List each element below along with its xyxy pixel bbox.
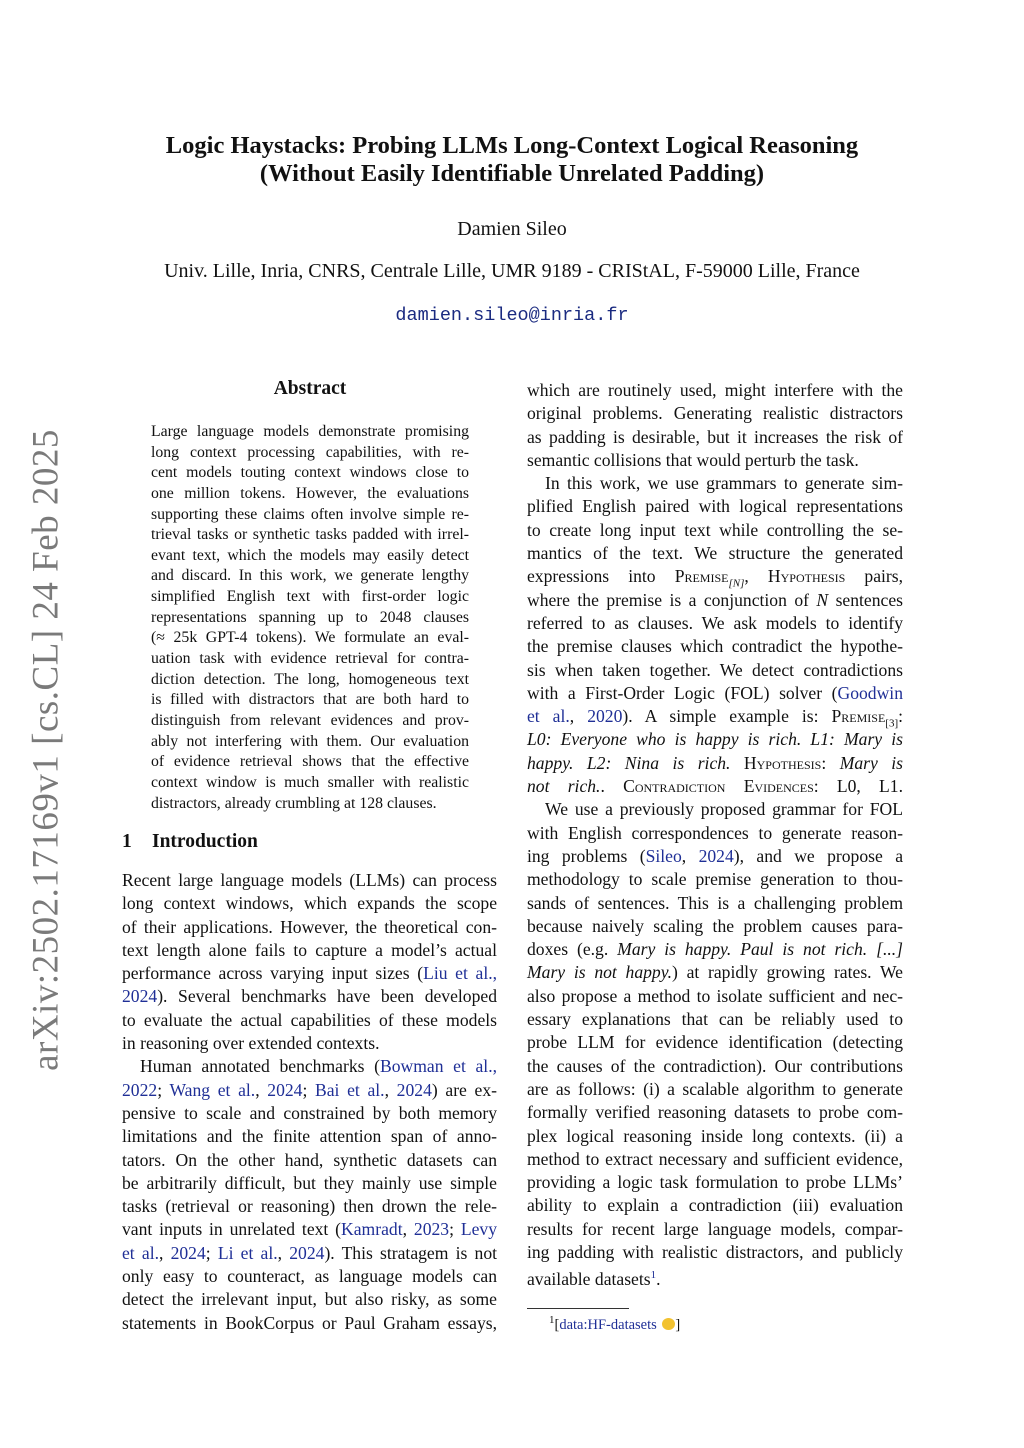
text: available datasets [527,1269,651,1290]
paper-title [112,132,912,188]
abstract-heading: Abstract [273,378,347,399]
hypothesis-term: Hypothesis [767,566,846,587]
body-line [122,1079,497,1102]
affiliation: Univ. Lille, Inria, CNRS, Centrale Lille, UMR 9189 - CRIStAL, F-59000 Lille, France [164,260,860,282]
body-line [122,985,497,1008]
text: vant inputs in unrelated text ( [122,1219,342,1240]
body-line [527,961,903,984]
body-line [527,589,903,612]
section-heading [122,831,258,853]
body-line: are as follows: (i) a scalable algorithm to generate [527,1078,903,1099]
example-text: happy. L2: Nina is rich. [527,752,731,773]
text: , [569,706,588,727]
text: , [402,1219,414,1240]
body-line: providing a logic task formulation to probe LLMs’ [527,1172,903,1193]
abstract-line: representations spanning up to 2048 clauses [151,608,469,626]
abstract-line: simplified English text with first-order logic [151,588,469,606]
body-line: sands of sentences. This is a challenging problem [527,892,903,913]
abstract-line: supporting these claims often involve simple re- [151,505,469,523]
section-number: 1 [122,831,132,852]
author-email[interactable]: damien.sileo@inria.fr [395,305,629,326]
body-line: limitations and the finite attention span of anno- [122,1126,497,1147]
body-line [527,1264,903,1290]
section-title: Introduction [152,831,258,852]
abstract-line: distinguish from relevant evidences and prov- [151,711,469,729]
body-line [527,728,903,751]
body-line: In this work, we use grammars to generate sim- [545,473,903,494]
body-line: ability to explain a contradiction (iii) evaluation [527,1195,903,1216]
abstract-line: (≈ 25k GPT-4 tokens). We formulate an eval- [151,629,469,647]
body-line: referred to as clauses. We ask models to identify [527,612,903,633]
text: ing problems ( [527,845,646,866]
body-line: statements in BookCorpus or Paul Graham essays, [122,1312,497,1333]
footnote-divider [527,1308,629,1309]
text: , [681,845,699,866]
text: ; [205,1242,218,1263]
abstract-body [151,422,469,814]
text: . [656,1269,661,1290]
body-line: plex logical reasoning inside long contexts. (ii) a [527,1125,903,1146]
example-text: Mary is happy. Paul is not rich. [...] [617,939,903,960]
text: ). A simple example is: [622,706,832,727]
text: : L0, L1. [813,776,904,797]
text: Human annotated benchmarks ( [140,1056,380,1077]
text: . [600,776,624,797]
body-line: also propose a method to isolate sufficient and nec- [527,985,903,1006]
author-name: Damien Sileo [457,218,567,240]
footnote [549,1314,680,1334]
title-line: Logic Haystacks: Probing LLMs Long-Context Logical Reasoning [165,132,859,159]
hypothesis-term: Hypothesis [730,752,822,773]
citation-link[interactable]: 2024 [289,1242,325,1263]
math-n: N [816,589,829,610]
body-line: of their applications. However, the theoretical con- [122,916,497,937]
abstract-line: long context processing capabilities, with re- [151,443,469,461]
intro-right-column [527,379,903,1288]
citation-link[interactable]: 2024 [267,1079,303,1100]
text: sentences [828,589,903,610]
citation-link[interactable]: Wang et al. [169,1079,256,1100]
text: ). Several benchmarks have been developed [157,986,497,1007]
body-line: methodology to scale premise generation to thou- [527,869,903,890]
citation-link[interactable]: 2024 [122,986,158,1007]
body-line: sis when taken together. We detect contradictions [527,659,903,680]
body-line: be arbitrarily difficult, but they mainly use simple [122,1172,497,1193]
text: pairs, [845,566,904,587]
example-text: not rich. [527,776,601,797]
body-line: in reasoning over extended contexts. [122,1033,380,1054]
body-line [122,1218,497,1241]
citation-link[interactable]: 2020 [587,706,623,727]
citation-link[interactable]: Goodwin [837,682,903,703]
premise-term: Premise [831,706,886,727]
text: , [255,1079,268,1100]
abstract-line: evant text, which the models may easily detect [151,546,469,564]
premise-subscript: [3] [885,717,899,730]
citation-link[interactable]: 2024 [698,845,734,866]
body-line: original problems. Generating realistic distractors [527,403,903,424]
body-line: results for recent large language models, compar- [527,1218,903,1239]
text: ) are ex- [431,1079,498,1100]
footnote-bracket: ] [675,1316,681,1333]
text: with a First-Order Logic (FOL) solver ( [527,682,838,703]
hf-datasets-link[interactable]: data:HF-datasets [559,1316,657,1333]
citation-link[interactable]: Bowman et al., [379,1056,497,1077]
body-line: formally verified reasoning datasets to probe com- [527,1102,903,1123]
body-line: tasks (retrieval or reasoning) then drown the rele- [122,1196,497,1217]
text: ; [302,1079,316,1100]
premise-subscript: [N] [728,577,745,590]
body-line: plified English paired with logical representations [527,496,903,517]
citation-link[interactable]: Bai et al. [315,1079,385,1100]
body-line: tators. On the other hand, synthetic datasets can [122,1149,497,1170]
text: ) at rapidly growing rates. We [671,962,903,983]
body-line [527,682,903,705]
body-line: with English correspondences to generate reason- [527,822,903,843]
body-line: to create long input text while controlling the se- [527,519,903,540]
body-line [527,775,903,798]
citation-link[interactable]: Li et al. [217,1242,278,1263]
body-line: pensive to scale and constrained by both memory [122,1102,497,1123]
example-text: L0: Everyone who is happy is rich. L1: Mary is [527,729,903,750]
text: doxes (e.g. [527,939,618,960]
body-line: long context windows, which expands the scope [122,893,497,914]
text: ; [157,1079,170,1100]
contradiction-term: Contradiction Evidences [623,776,814,797]
text: ; [449,1219,461,1240]
body-line [122,962,497,985]
body-line: probe LLM for evidence identification (detecting [527,1032,903,1053]
abstract-line: distractors, already crumbling at 128 clauses. [151,794,437,812]
hugging-face-icon [662,1318,675,1330]
abstract-line: one million tokens. However, the evaluations [151,484,469,502]
abstract-line: trieval tasks or synthetic tasks padded with irrel- [151,526,469,544]
example-text: Mary is [839,752,904,773]
body-line [527,565,903,588]
body-line: semantic collisions that would perturb the task. [527,449,859,470]
body-line [527,705,903,728]
citation-link[interactable]: Kamradt [341,1219,403,1240]
body-line: We use a previously proposed grammar for FOL [545,799,903,820]
text: : [821,752,840,773]
text: ), and we propose a [733,845,904,866]
body-line: to evaluate the actual capabilities of these models [122,1009,497,1030]
body-line: text length alone fails to capture a model’s actual [122,939,497,960]
body-line [527,752,903,775]
abstract-line: context window is much smaller with realistic [151,773,469,791]
body-line: method to extract necessary and sufficient evidence, [527,1148,903,1169]
body-line: essary explanations that can be reliably used to [527,1009,903,1030]
body-line [122,1055,497,1078]
citation-link[interactable]: Liu et al., [423,963,497,984]
body-line: detect the irrelevant input, but also risky, as some [122,1289,497,1310]
body-line: the premise clauses which contradict the hypothe- [527,636,903,657]
body-line: ing padding with realistic distractors, and publicly [527,1241,903,1262]
arxiv-identifier: arXiv:2502.17169v1 [cs.CL] 24 Feb 2025 [25,429,67,1071]
body-line: because naively scaling the problem causes para- [527,915,903,936]
text: , [744,566,768,587]
intro-left-column [122,869,497,1335]
text: where the premise is a conjunction of [527,589,817,610]
body-line [527,845,903,868]
abstract-line: ably not interfering with them. Our evaluation [151,732,469,750]
example-text: Mary is not happy. [527,962,672,983]
citation-link[interactable]: 2024 [170,1242,206,1263]
citation-link[interactable]: 2024 [396,1079,432,1100]
premise-term: Premise [674,566,729,587]
footnote-number: 1 [549,1314,555,1326]
citation-link[interactable]: Levy [460,1219,497,1240]
footnote-bracket: [ [554,1316,560,1333]
citation-link[interactable]: 2022 [122,1079,158,1100]
citation-link[interactable]: 2023 [413,1219,450,1240]
text: , [277,1242,290,1263]
abstract-line: Large language models demonstrate promising [151,423,469,440]
body-line: Recent large language models (LLMs) can process [122,870,497,890]
abstract-line: cent models touting context windows close to [151,464,469,482]
title-line: (Without Easily Identifiable Unrelated Padding) [259,160,765,187]
citation-link[interactable]: et al. [122,1242,159,1263]
abstract-line: and discard. In this work, we generate lengthy [151,567,469,585]
citation-link[interactable]: Sileo [645,845,682,866]
body-line [122,1242,497,1265]
arxiv-sidebar [0,0,100,1448]
body-line: mantics of the text. We structure the generated [527,543,903,564]
abstract-line: uation task with evidence retrieval for contra- [151,650,469,668]
text: ). This stratagem is not [324,1242,498,1263]
text: : [898,706,903,727]
body-line: as padding is desirable, but it increases the risk of [527,426,903,447]
text: , [384,1079,397,1100]
abstract-line: of evidence retrieval shows that the effective [151,753,469,771]
body-line [527,938,903,961]
citation-link[interactable]: et al. [527,706,570,727]
body-line: the causes of the contradiction). Our contributions [527,1055,903,1076]
text: expressions into [527,566,675,587]
text: , [158,1242,171,1263]
body-line: which are routinely used, might interfere with the [527,380,903,400]
abstract-line: is filled with distractors that are both hard to [151,691,469,709]
body-line: only easy to counteract, as language models can [122,1266,497,1287]
footnote-marker[interactable]: 1 [650,1269,657,1282]
abstract-line: diction detection. The long, homogeneous text [151,670,469,688]
text: performance across varying input sizes ( [122,963,424,984]
